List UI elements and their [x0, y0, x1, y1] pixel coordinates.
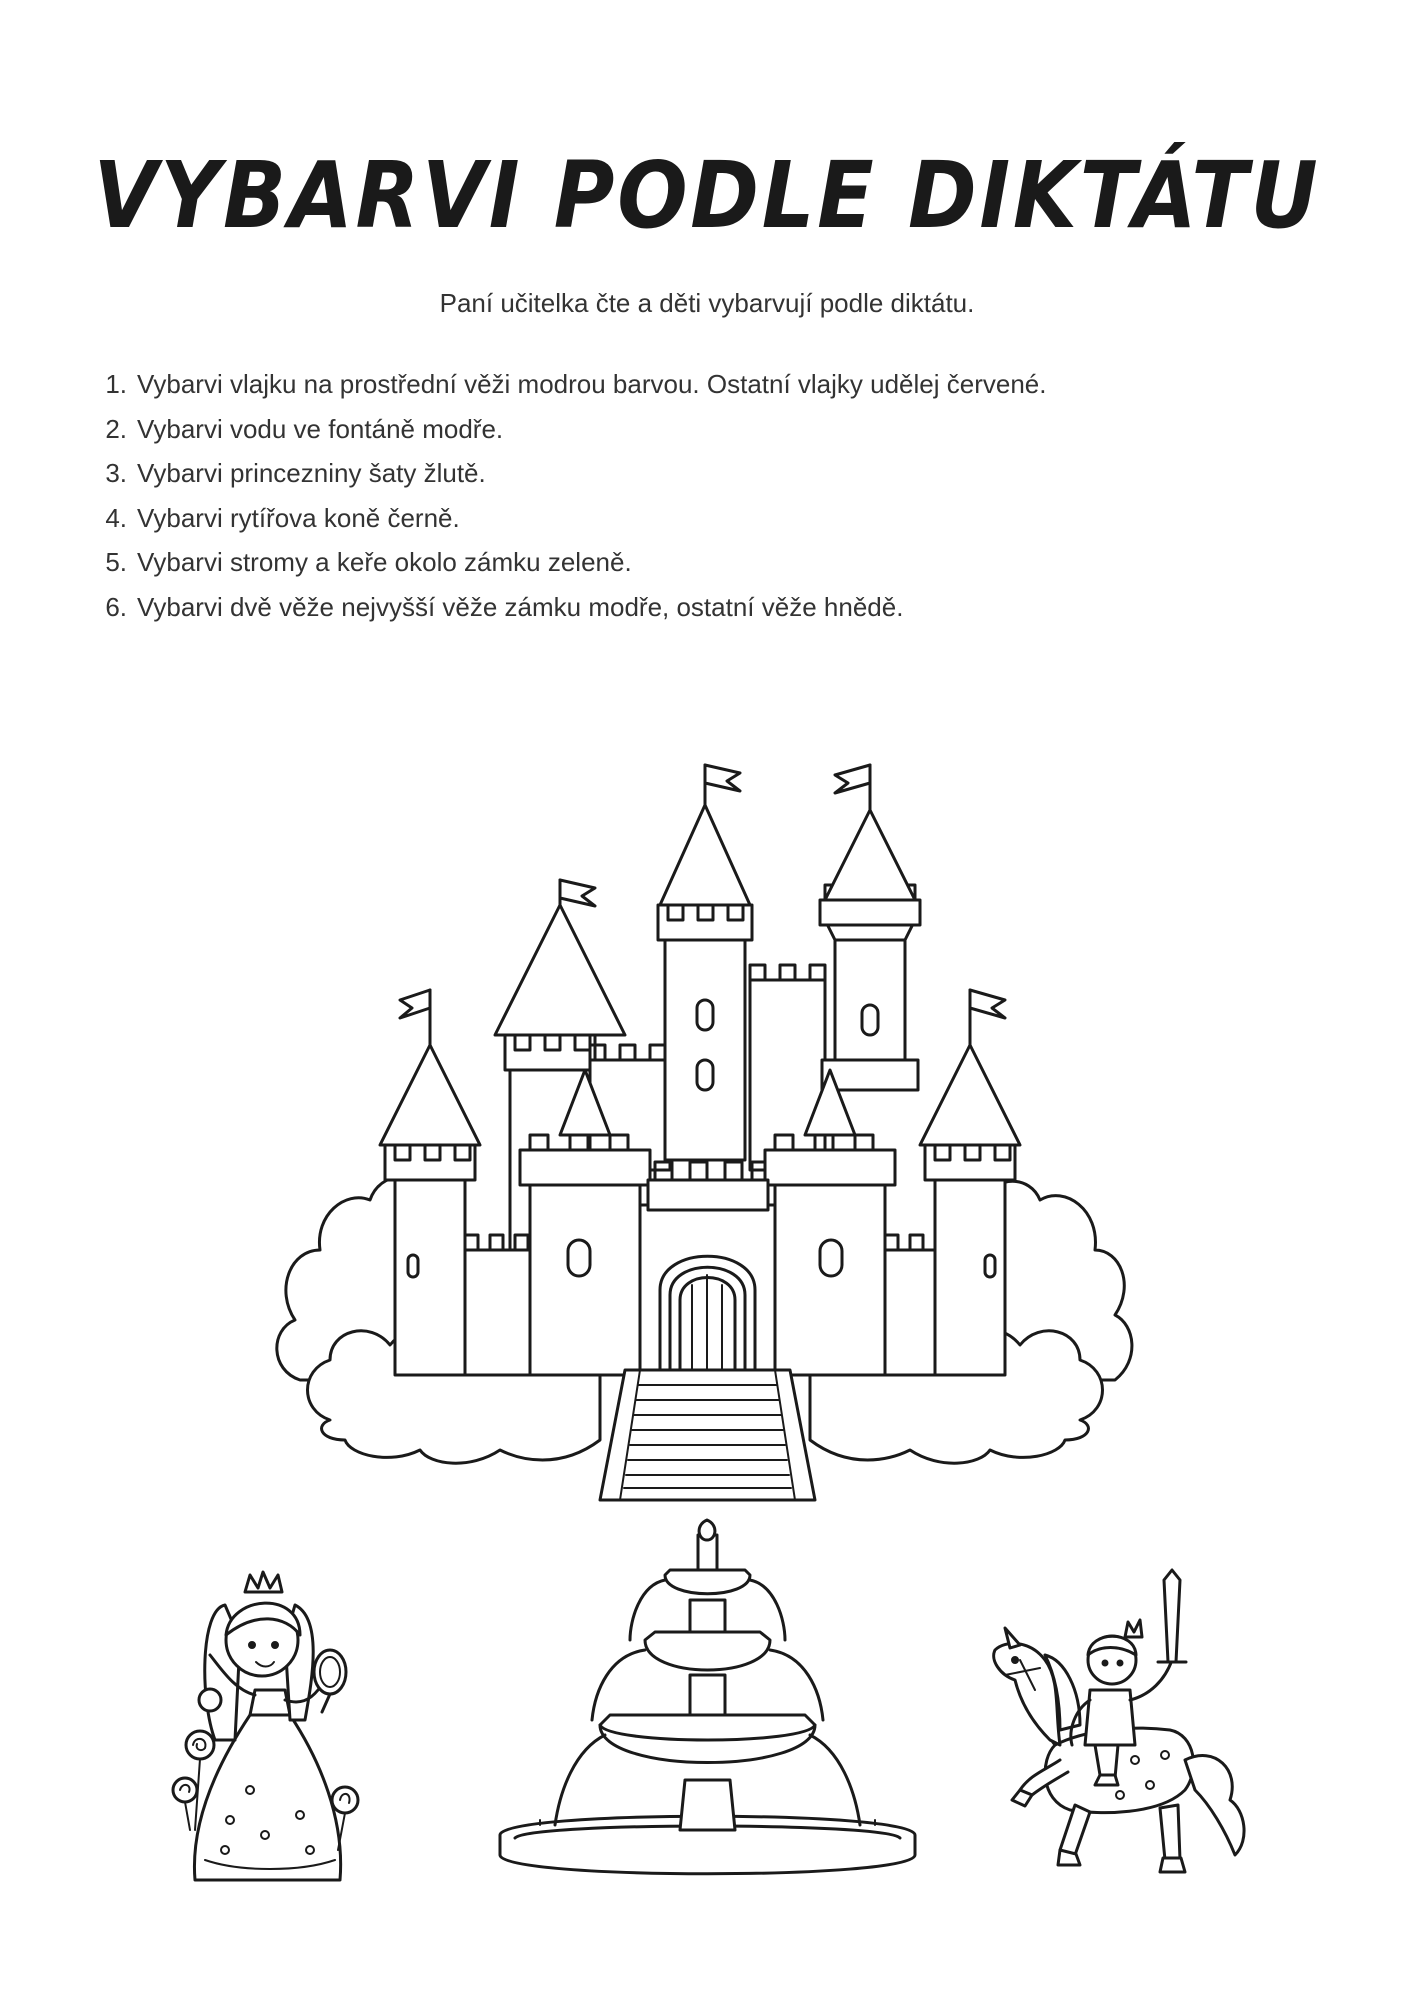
- knight-on-horse-illustration: [994, 1570, 1244, 1872]
- castle-gate: [640, 1162, 775, 1370]
- list-item: 6. Vybarvi dvě věže nejvyšší věže zámku modře, ostatní věže hnědě.: [105, 591, 904, 622]
- fountain-illustration: [500, 1520, 915, 1874]
- list-item: 1. Vybarvi vlajku na prostřední věži modrou barvou. Ostatní vlajky udělej červené.: [105, 369, 1047, 399]
- list-item: 4. Vybarvi rytířova koně černě.: [105, 502, 460, 533]
- tower-center: [658, 765, 752, 1160]
- page-subtitle: Paní učitelka čte a děti vybarvují podle diktátu.: [439, 288, 975, 318]
- castle-illustration: [277, 765, 1132, 1500]
- list-item: 3. Vybarvi princezniny šaty žlutě.: [105, 458, 486, 488]
- princess-illustration: [173, 1572, 358, 1880]
- list-item: 2. Vybarvi vodu ve fontáně modře.: [105, 413, 504, 444]
- list-item: 5. Vybarvi stromy a keře okolo zámku zeleně.: [105, 547, 632, 577]
- tower-right-inner: [820, 765, 920, 1090]
- castle-stairs: [600, 1370, 815, 1500]
- page-title: VYBARVI PODLE DIKTÁTU: [93, 142, 1321, 249]
